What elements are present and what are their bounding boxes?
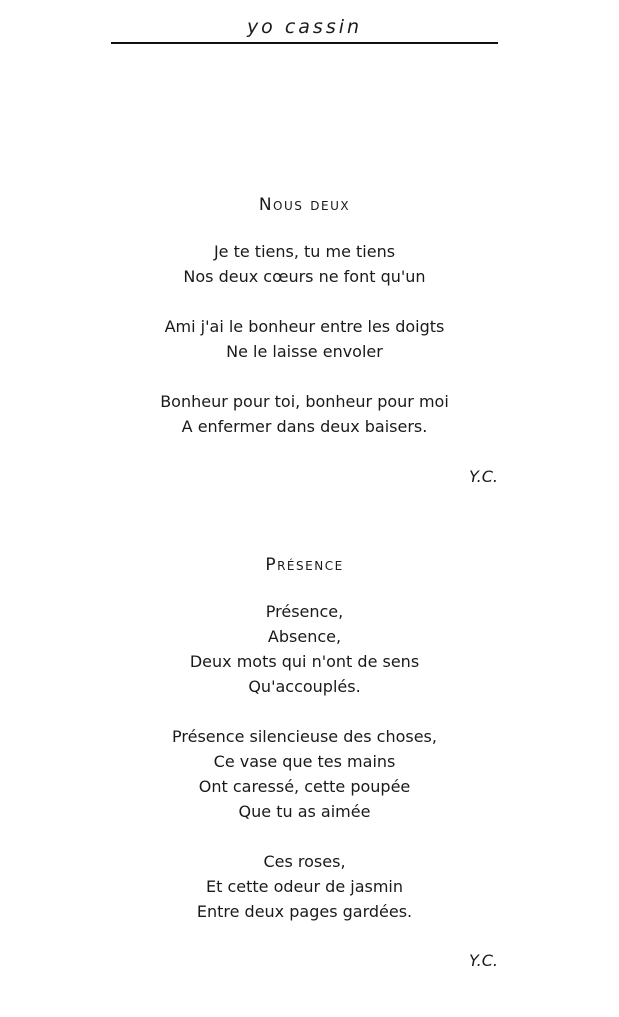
verse-line: Entre deux pages gardées.	[196, 902, 413, 921]
verse-line: Qu'accouplés.	[248, 677, 361, 696]
verse-line: Deux mots qui n'ont de sens	[189, 652, 420, 671]
stanza	[111, 599, 498, 699]
verse-line: Que tu as aimée	[238, 802, 371, 821]
verse-line: Nos deux cœurs ne font qu'un	[183, 267, 426, 286]
verse-line: Ne le laisse envoler	[226, 342, 383, 361]
poem-title: Nous deux	[258, 195, 351, 215]
poem-signature: Y.C.	[468, 951, 498, 970]
verse-line: Présence silencieuse des choses,	[172, 727, 437, 746]
poem-presence	[111, 553, 498, 983]
stanza	[111, 724, 498, 824]
poem-title: Présence	[265, 555, 344, 575]
verse-line: Ces roses,	[263, 852, 346, 871]
verse-line: Ami j'ai le bonheur entre les doigts	[164, 317, 445, 336]
verse-line: Et cette odeur de jasmin	[205, 877, 404, 896]
verse-line: Présence,	[265, 602, 344, 621]
stanza	[111, 389, 498, 439]
poem-nous-deux	[111, 193, 498, 493]
stanza	[111, 239, 498, 289]
verse-line: Absence,	[267, 627, 342, 646]
author-name: yo cassin	[246, 16, 363, 38]
page-header	[111, 14, 498, 44]
stanza	[111, 314, 498, 364]
verse-line: Ont caressé, cette poupée	[198, 777, 411, 796]
verse-line: A enfermer dans deux baisers.	[181, 417, 428, 436]
verse-line: Bonheur pour toi, bonheur pour moi	[160, 392, 449, 411]
verse-line: Ce vase que tes mains	[213, 752, 396, 771]
verse-line: Je te tiens, tu me tiens	[213, 242, 396, 261]
poem-signature: Y.C.	[468, 467, 498, 486]
stanza	[111, 849, 498, 924]
